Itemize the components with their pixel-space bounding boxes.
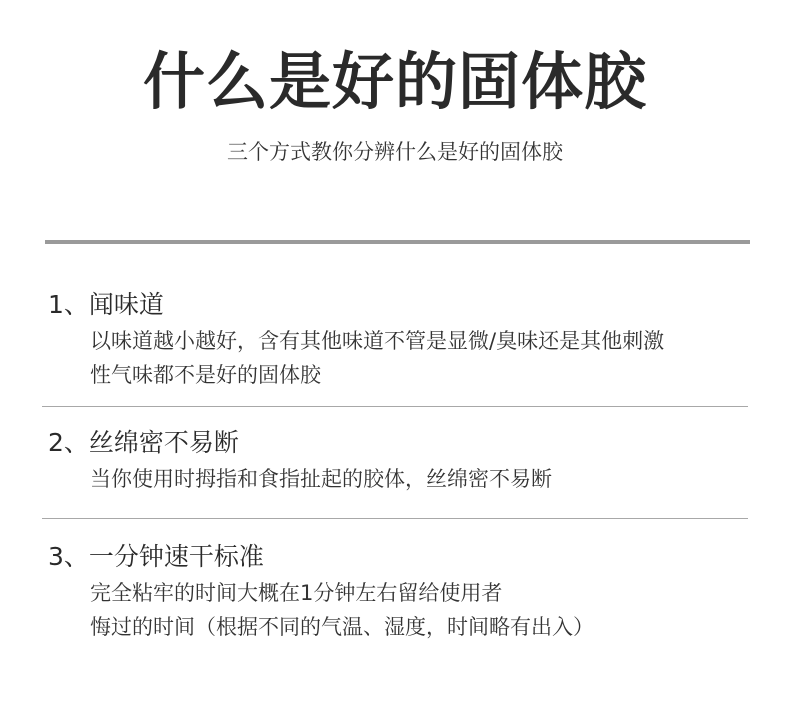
section-body-line: 悔过的时间（根据不同的气温、湿度，时间略有出入） <box>90 615 594 639</box>
section-strands <box>48 426 753 496</box>
section-divider <box>42 518 748 519</box>
section-body-line: 完全粘牢的时间大概在1分钟左右留给使用者 <box>90 581 503 605</box>
section-heading: 3、一分钟速干标准 <box>48 542 264 571</box>
section-divider <box>42 406 748 407</box>
section-smell <box>48 288 753 392</box>
section-body <box>90 324 753 392</box>
header-divider <box>45 240 750 244</box>
section-body-line: 性气味都不是好的固体胶 <box>90 363 321 387</box>
section-heading: 2、丝绵密不易断 <box>48 428 239 457</box>
section-body <box>90 576 753 644</box>
section-body <box>90 462 753 496</box>
section-drying <box>48 540 753 644</box>
page-title: 什么是好的固体胶 <box>142 45 647 118</box>
section-heading: 1、闻味道 <box>48 290 164 319</box>
section-body-line: 以味道越小越好，含有其他味道不管是显微/臭味还是其他刺激 <box>90 329 665 353</box>
section-body-line: 当你使用时拇指和食指扯起的胶体，丝绵密不易断 <box>90 467 552 491</box>
page-subtitle: 三个方式教你分辨什么是好的固体胶 <box>227 140 563 164</box>
